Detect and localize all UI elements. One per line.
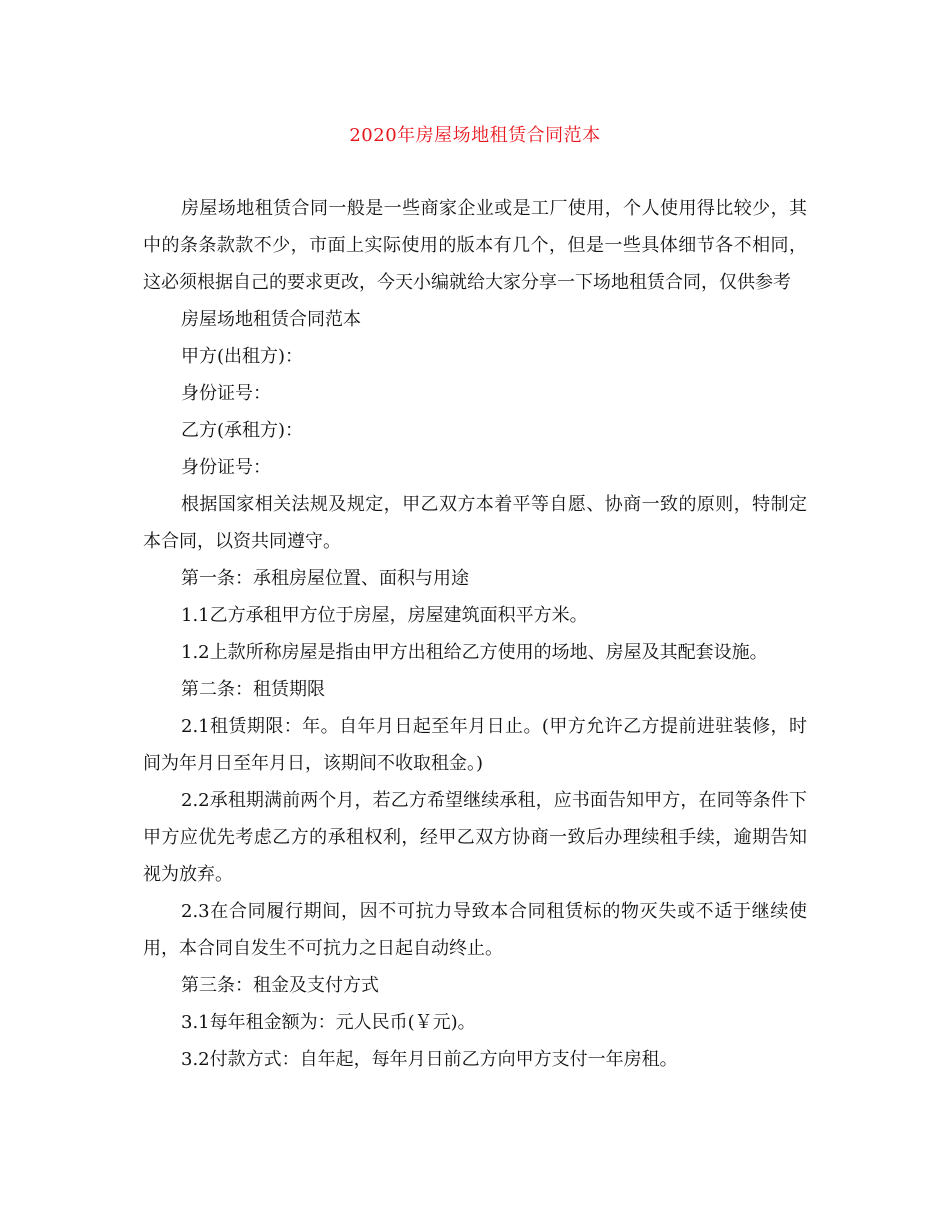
clause-1-1: 1.1乙方承租甲方位于房屋，房屋建筑面积平方米。: [181, 605, 588, 626]
document-body: [143, 190, 807, 1078]
clause-2-3: 2.3在合同履行期间，因不可抗力导致本合同租赁标的物灭失或不适于继续使用，本合同自发生不可抗力之日起自动终止。: [143, 901, 807, 959]
intro-paragraph: 房屋场地租赁合同一般是一些商家企业或是工厂使用，个人使用得比较少，其中的条条款款不少，市面上实际使用的版本有几个，但是一些具体细节各不相同，这必须根据自己的要求更改，今天小编就给大家分享一下场地租赁合同，仅供参考: [143, 198, 807, 293]
contract-heading: 房屋场地租赁合同范本: [181, 309, 361, 330]
clause-2-1: 2.1租赁期限：年。自年月日起至年月日止。(甲方允许乙方提前进驻装修，时间为年月日至年月日，该期间不收取租金。): [143, 716, 807, 774]
clause-3-1: 3.1每年租金额为：元人民币(￥元)。: [181, 1012, 476, 1033]
party-b-line: 乙方(承租方)：: [181, 420, 304, 441]
preamble-paragraph: 根据国家相关法规及规定，甲乙双方本着平等自愿、协商一致的原则，特制定本合同，以资共同遵守。: [143, 494, 807, 552]
party-a-id-line: 身份证号：: [181, 383, 271, 404]
article-3-heading: 第三条：租金及支付方式: [181, 975, 379, 996]
article-2-heading: 第二条：租赁期限: [181, 679, 325, 700]
article-1-heading: 第一条：承租房屋位置、面积与用途: [181, 568, 469, 589]
party-a-line: 甲方(出租方)：: [181, 346, 304, 367]
document-title: 2020年房屋场地租赁合同范本: [349, 125, 601, 146]
clause-2-2: 2.2承租期满前两个月，若乙方希望继续承租，应书面告知甲方，在同等条件下甲方应优先考虑乙方的承租权利，经甲乙双方协商一致后办理续租手续，逾期告知视为放弃。: [143, 790, 807, 885]
clause-3-2: 3.2付款方式：自年起，每年月日前乙方向甲方支付一年房租。: [181, 1049, 678, 1070]
clause-1-2: 1.2上款所称房屋是指由甲方出租给乙方使用的场地、房屋及其配套设施。: [181, 642, 768, 663]
party-b-id-line: 身份证号：: [181, 457, 271, 478]
